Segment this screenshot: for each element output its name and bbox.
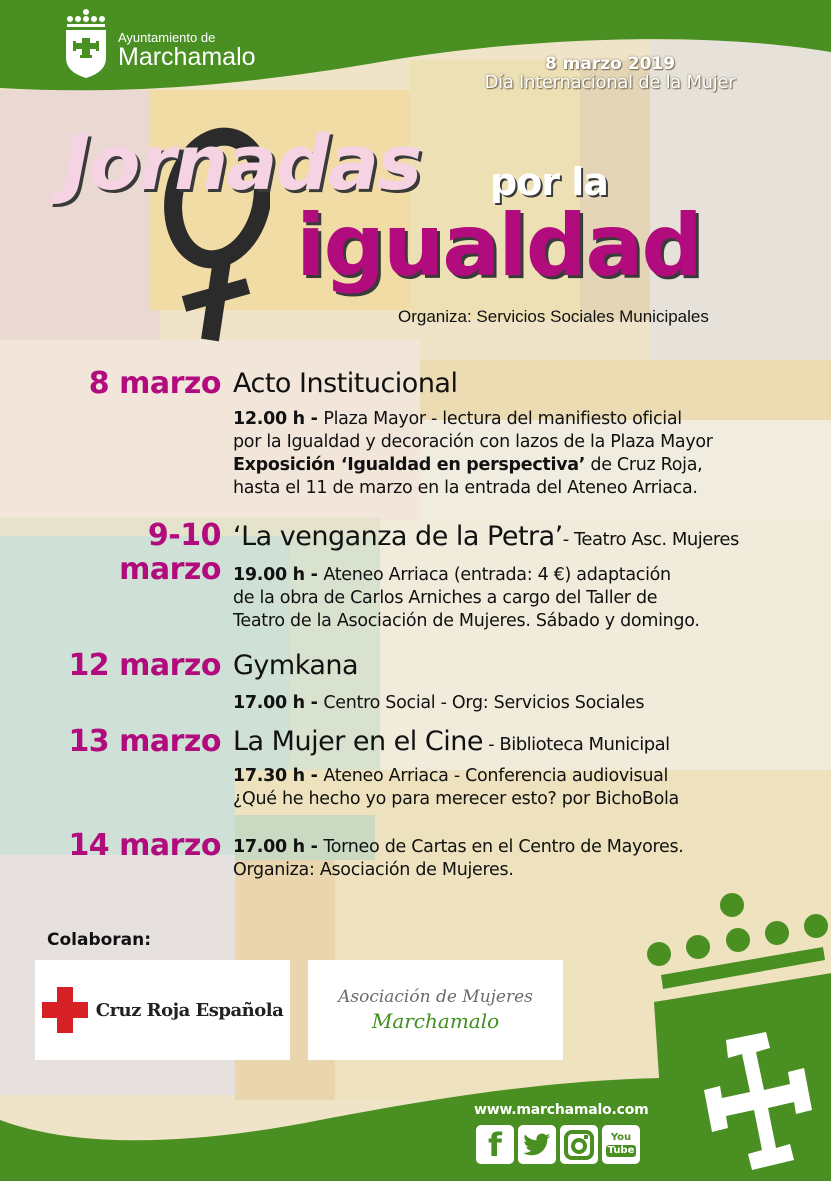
event-date-9-10-marzo-line1: 9-10 [147,518,221,553]
event-date-13-marzo: 13 marzo [68,724,221,759]
occasion-label: Día Internacional de la Mujer [484,72,736,93]
organizer-label: Organiza: Servicios Sociales Municipales [398,307,709,326]
event-title: ‘La venganza de la Petra’- Teatro Asc. Mujeres [233,521,739,552]
event-date: 8 marzo 2019 [544,54,676,74]
event-description: 17.00 h - Centro Social - Org: Servicios Sociales [233,693,645,713]
event-date-14-marzo: 14 marzo [68,828,221,863]
sponsor-location: Marchamalo [371,1009,500,1033]
sponsor-name: Asociación de Mujeres [338,987,533,1007]
event-description: 17.30 h - Ateneo Arriaca - Conferencia audiovisual ¿Qué he hecho yo para merecer esto? por BichoBola [233,766,679,809]
youtube-icon[interactable]: You Tube [602,1125,640,1164]
org-name: Marchamalo [118,43,256,71]
event-date-8-marzo: 8 marzo [88,366,221,401]
instagram-icon[interactable] [560,1125,598,1164]
event-title: La Mujer en el Cine - Biblioteca Municipal [233,726,670,757]
big-shield-crown-icon [620,880,831,1181]
sponsor-name: Cruz Roja Española [95,999,284,1021]
event-title: Gymkana [233,650,359,681]
event-title: Acto Institucional [233,368,458,399]
event-date-12-marzo: 12 marzo [68,648,221,683]
red-cross-icon [42,987,88,1033]
shield-crown-icon [64,8,108,78]
website-link[interactable]: www.marchamalo.com [474,1102,649,1118]
facebook-icon[interactable]: f [476,1125,514,1164]
sponsors-label: Colaboran: [47,930,152,950]
title-jornadas: Jornadas [62,118,421,207]
event-date-9-10-marzo-line2: marzo [119,552,221,587]
event-description: 12.00 h - Plaza Mayor - lectura del manifiesto oficial por la Igualdad y decoración con lazos de la Plaza Mayor Exposición ‘Igualdad en perspectiva’ de Cruz Roja, hasta el 11 de marzo en la entrada del Ateneo Arriaca. [233,409,713,498]
event-description: 17.00 h - Torneo de Cartas en el Centro de Mayores. Organiza: Asociación de Mujeres. [233,837,684,880]
event-description: 19.00 h - Ateneo Arriaca (entrada: 4 €) adaptación de la obra de Carlos Arniches a cargo del Taller de Teatro de la Asociación de Mujeres. Sábado y domingo. [233,565,700,631]
event-date-block [440,54,780,93]
org-subtitle: Ayuntamiento de [118,30,216,45]
title-por-la: por la [490,160,608,204]
municipality-logo[interactable] [64,8,256,78]
social-links [476,1125,640,1164]
title-igualdad: igualdad [296,196,701,296]
twitter-icon[interactable] [518,1125,556,1164]
